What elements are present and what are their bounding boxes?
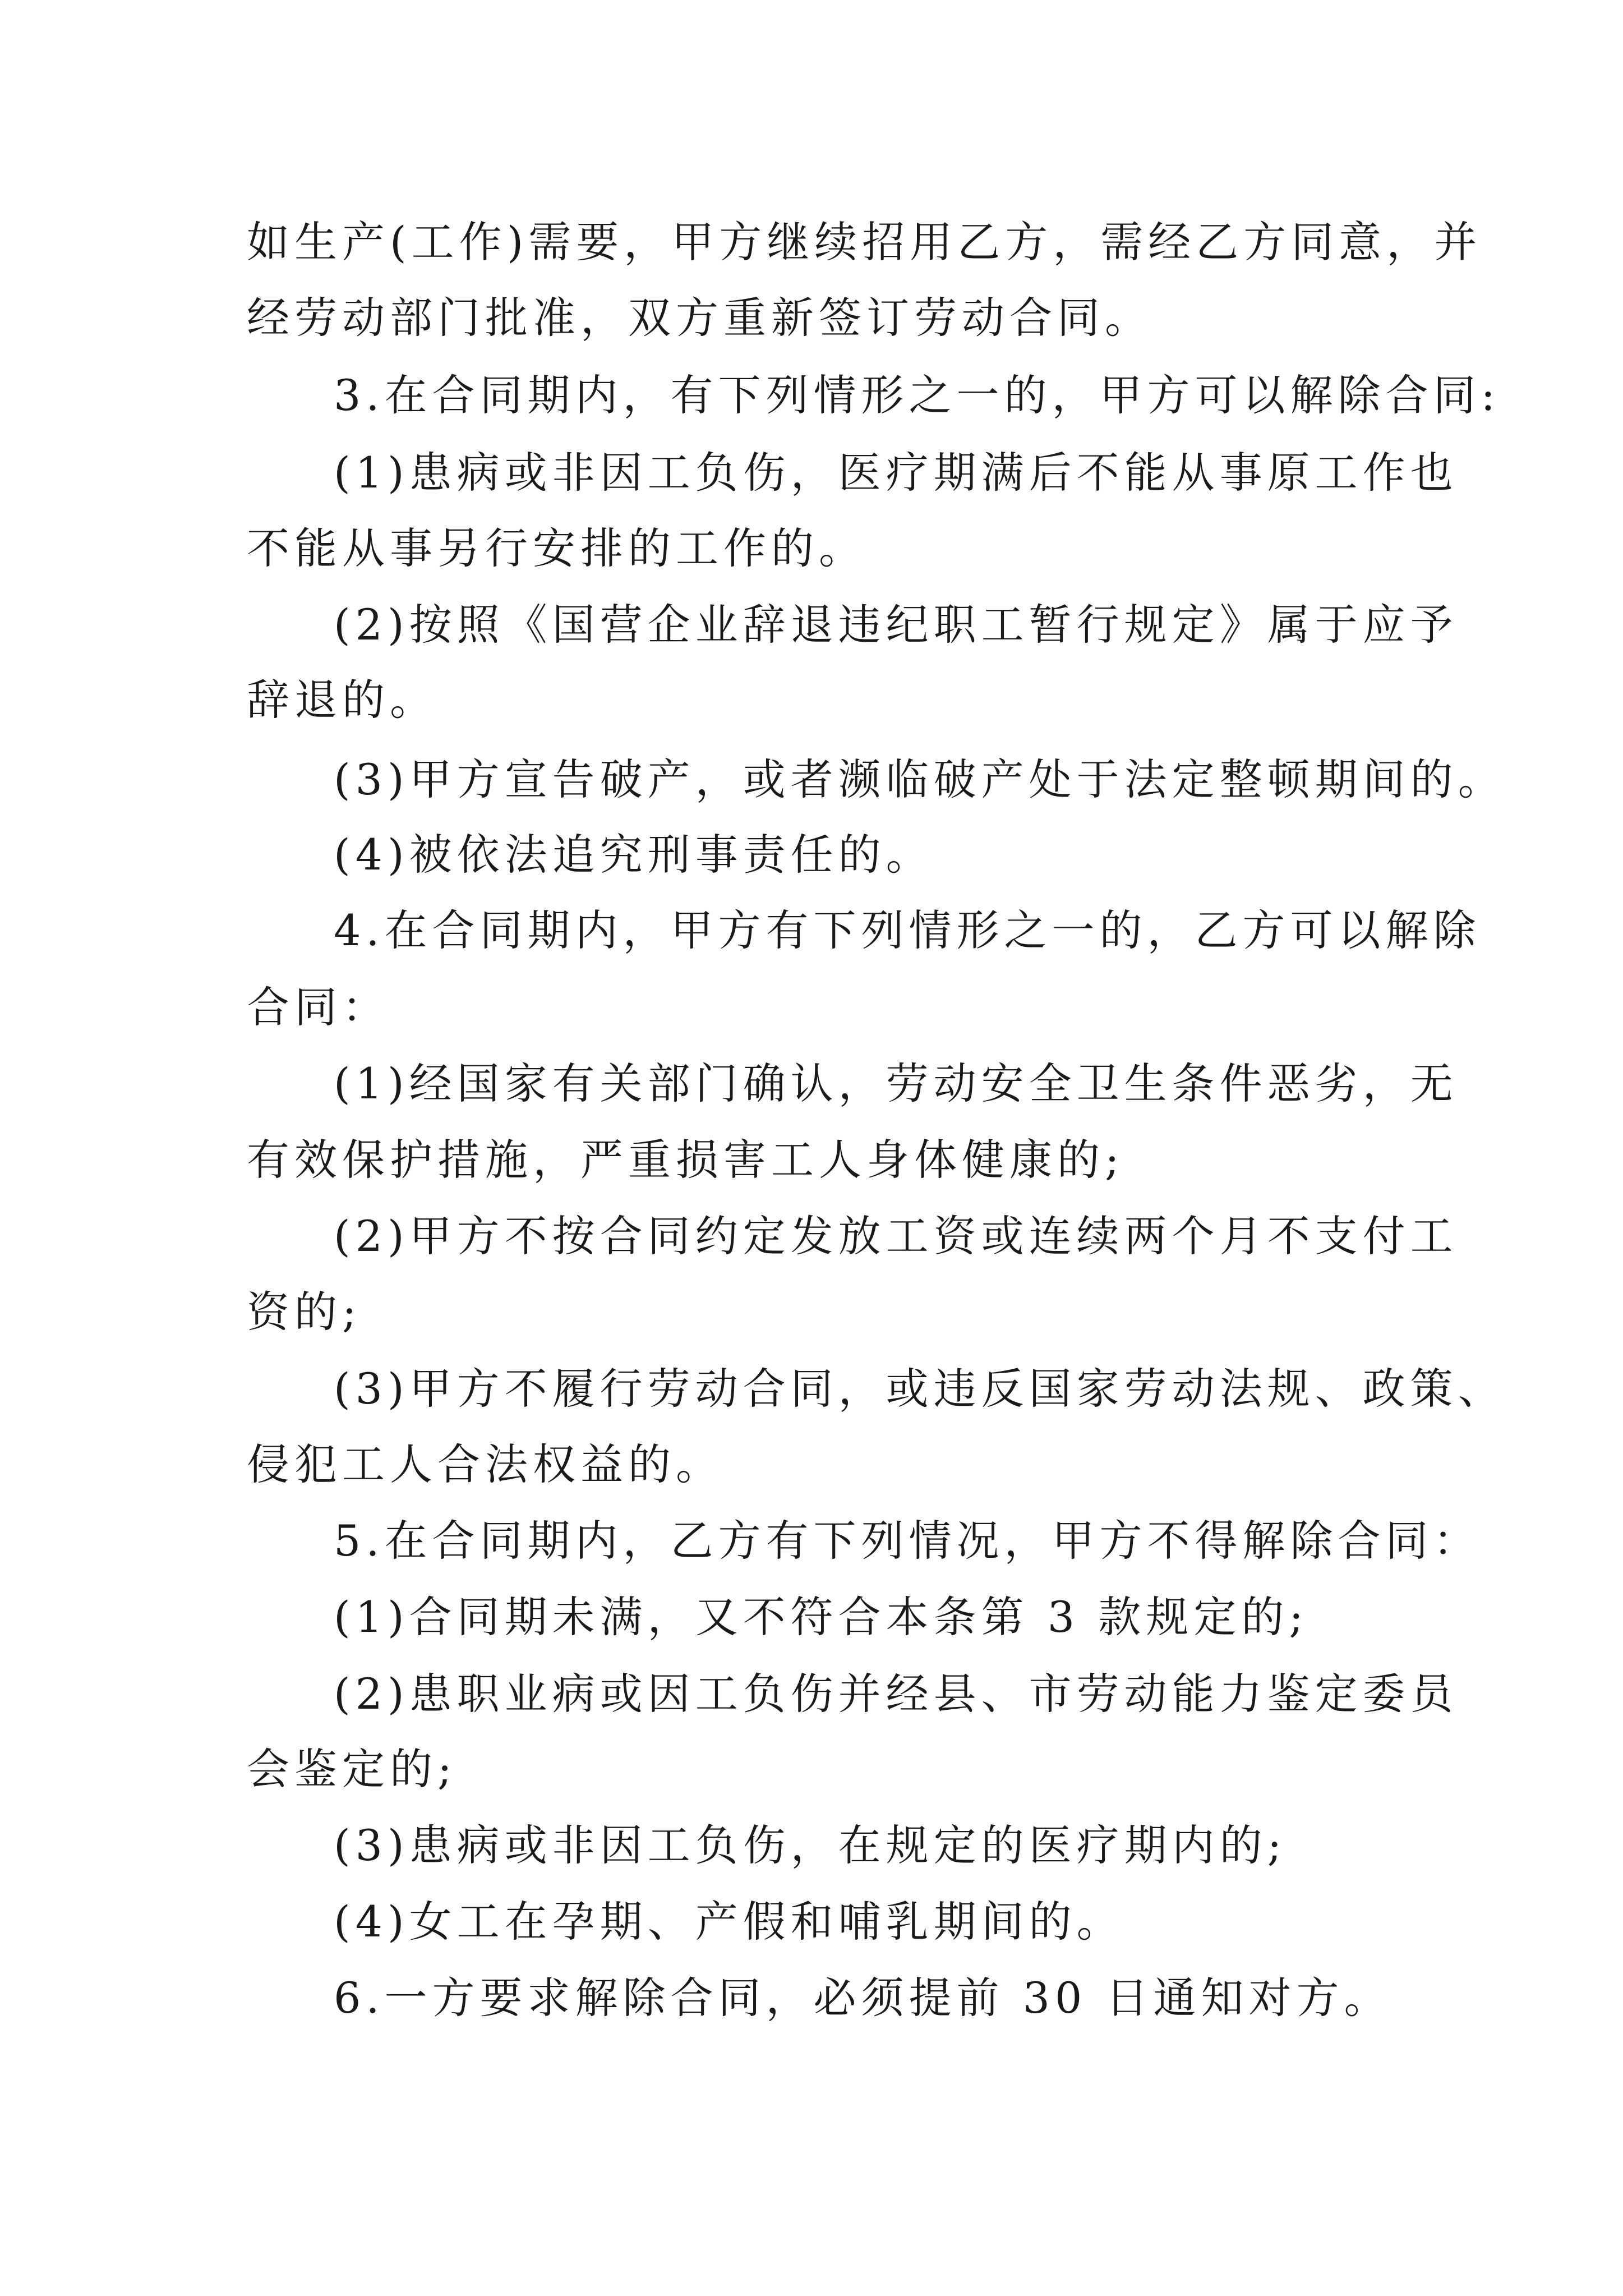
paragraph-line: 侵犯工人合法权益的。	[247, 1439, 723, 1489]
paragraph-line: (4)被依法追究刑事责任的。	[334, 830, 934, 880]
paragraph-line: (1)患病或非因工负伤，医疗期满后不能从事原工作也	[334, 448, 1458, 498]
paragraph-line: 辞退的。	[247, 675, 437, 725]
paragraph-line: 4.在合同期内，甲方有下列情形之一的，乙方可以解除	[334, 905, 1481, 955]
paragraph-line: 5.在合同期内，乙方有下列情况，甲方不得解除合同：	[334, 1516, 1481, 1566]
paragraph-line: 资的;	[247, 1287, 362, 1337]
paragraph-line: (4)女工在孕期、产假和哺乳期间的。	[334, 1897, 1124, 1947]
paragraph-line: (3)患病或非因工负伤，在规定的医疗期内的;	[334, 1820, 1287, 1870]
paragraph-line: (1)经国家有关部门确认，劳动安全卫生条件恶劣，无	[334, 1059, 1458, 1108]
paragraph-line: 3.在合同期内，有下列情形之一的，甲方可以解除合同:	[334, 370, 1501, 420]
paragraph-line: 经劳动部门批准，双方重新签订劳动合同。	[247, 293, 1152, 343]
paragraph-line: 如生产(工作)需要，甲方继续招用乙方，需经乙方同意，并	[247, 217, 1482, 267]
paragraph-line: (2)患职业病或因工负伤并经县、市劳动能力鉴定委员	[334, 1669, 1458, 1719]
paragraph-line: (3)甲方不履行劳动合同，或违反国家劳动法规、政策、	[334, 1364, 1506, 1414]
paragraph-line: (3)甲方宣告破产，或者濒临破产处于法定整顿期间的。	[334, 754, 1506, 804]
paragraph-line: 6.一方要求解除合同，必须提前 30 日通知对方。	[334, 1973, 1392, 2023]
paragraph-line: (2)甲方不按合同约定发放工资或连续两个月不支付工	[334, 1211, 1458, 1261]
paragraph-line: 不能从事另行安排的工作的。	[247, 523, 866, 573]
paragraph-line: 有效保护措施，严重损害工人身体健康的;	[247, 1135, 1124, 1185]
paragraph-line: 合同：	[247, 982, 390, 1032]
paragraph-line: 会鉴定的;	[247, 1744, 457, 1794]
paragraph-line: (2)按照《国营企业辞退违纪职工暂行规定》属于应予	[334, 600, 1458, 650]
paragraph-line: (1)合同期未满，又不符合本条第 3 款规定的;	[334, 1592, 1308, 1642]
